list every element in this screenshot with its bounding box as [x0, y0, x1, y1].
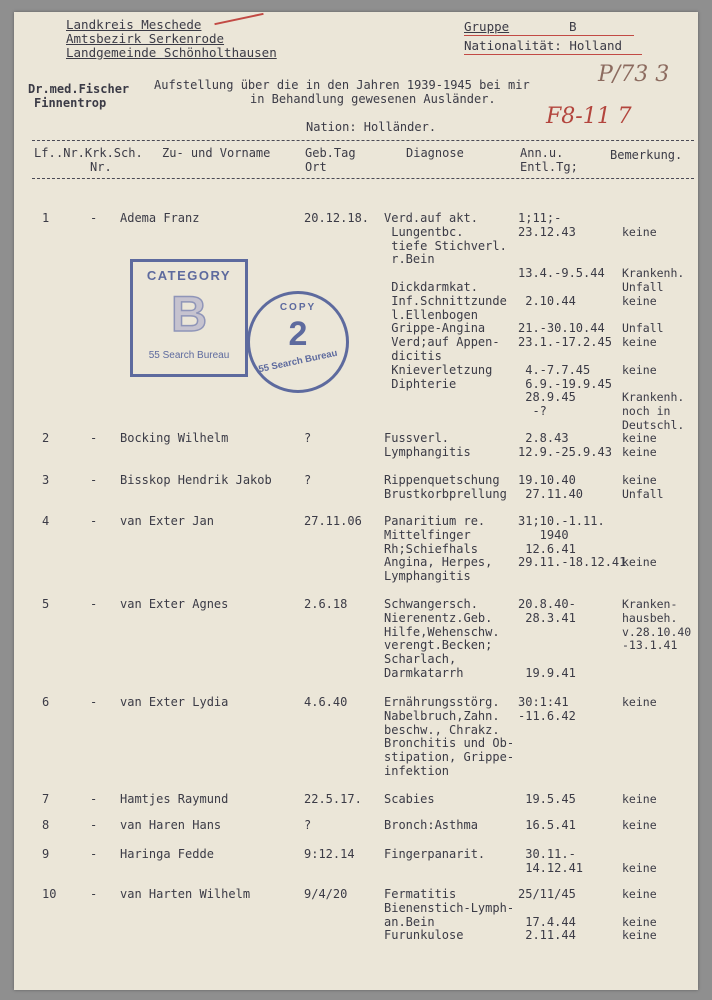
row-8-name: van Haren Hans: [120, 818, 222, 832]
row-3-lf: 3: [42, 473, 50, 487]
col-diagnose: Diagnose: [406, 146, 464, 160]
row-5-geb: 2.6.18: [304, 597, 348, 611]
row-3-name: Bisskop Hendrik Jakob: [120, 473, 272, 487]
row-9-bem: keine: [622, 860, 657, 875]
row-4-bem: keine: [622, 555, 657, 570]
row-2-diag: Fussverl. Lymphangitis: [384, 431, 471, 459]
category-stamp-letter: B: [170, 286, 208, 342]
row-10-dash: -: [90, 887, 98, 901]
row-6-geb: 4.6.40: [304, 695, 348, 709]
col-ort: Ort: [305, 160, 327, 174]
row-9-geb: 9:12.14: [304, 847, 355, 861]
nation-line: Nation: Holländer.: [306, 120, 437, 134]
copy-stamp: [247, 291, 349, 393]
col-lf: Lf.: [34, 146, 56, 160]
row-2-ann: 2.8.43 12.9.-25.9.43: [518, 431, 612, 459]
row-1-geb: 20.12.18.: [304, 211, 370, 225]
row-6-lf: 6: [42, 695, 50, 709]
row-5-diag: Schwangersch. Nierenentz.Geb. Hilfe,Wehenschw. verengt.Becken; Scharlach, Darmkatarrh: [384, 597, 500, 680]
col-name: Zu- und Vorname: [162, 146, 271, 160]
row-1-ann: 1;11;- 23.12.43 13.4.-9.5.44 2.10.44 21.-30.10.44 23.1.-17.2.45 4.-7.7.45 6.9.-19.9.45 28.9.45 -?: [518, 211, 612, 419]
row-4-diag: Panaritium re. Mittelfinger Rh;Schiefhals Angina, Herpes, Lymphangitis: [384, 514, 493, 584]
row-9-lf: 9: [42, 847, 50, 861]
row-8-dash: -: [90, 818, 98, 832]
row-8-diag: Bronch:Asthma: [384, 818, 478, 832]
row-10-ann: 25/11/45 17.4.44 2.11.44: [518, 887, 576, 943]
col-ann: Ann.u.: [520, 146, 564, 160]
red-underline-2: [464, 54, 642, 55]
row-10-name: van Harten Wilhelm: [120, 887, 251, 901]
row-4-ann: 31;10.-1.11. 1940 12.6.41 29.11.-18.12.41: [518, 514, 627, 570]
row-7-name: Hamtjes Raymund: [120, 792, 229, 806]
row-4-geb: 27.11.06: [304, 514, 362, 528]
row-10-lf: 10: [42, 887, 57, 901]
doctor-name: Dr.med.Fischer: [28, 82, 130, 96]
row-8-bem: keine: [622, 818, 657, 832]
row-9-name: Haringa Fedde: [120, 847, 214, 861]
red-mark: [214, 13, 263, 25]
row-7-ann: 19.5.45: [518, 792, 576, 806]
row-6-bem: keine: [622, 695, 657, 709]
row-1-diag: Verd.auf akt. Lungentbc. tiefe Stichverl. r.Bein Dickdarmkat. Inf.Schnittzunde l.Ellenbogen Grippe-Angina Verd;auf Appen- dicitis Knieverletzung Diphterie: [384, 211, 507, 391]
row-10-bem: keine keine keine: [622, 887, 657, 943]
row-3-geb: ?: [304, 473, 312, 487]
row-2-lf: 2: [42, 431, 50, 445]
row-6-dash: -: [90, 695, 98, 709]
row-7-diag: Scabies: [384, 792, 435, 806]
row-3-bem: keine Unfall: [622, 473, 664, 501]
row-9-dash: -: [90, 847, 98, 861]
header-rule-top: [32, 140, 694, 141]
row-8-ann: 16.5.41: [518, 818, 576, 832]
row-4-dash: -: [90, 514, 98, 528]
col-nr: .Nr.Krk.Sch.: [56, 146, 143, 160]
row-5-bem: Kranken- hausbeh. v.28.10.40 -13.1.41: [622, 597, 692, 653]
doctor-city: Finnentrop: [34, 96, 107, 110]
row-9-diag: Fingerpanarit.: [384, 847, 486, 861]
document-page: [14, 12, 698, 990]
row-6-name: van Exter Lydia: [120, 695, 229, 709]
title-line-1: Aufstellung über die in den Jahren 1939-1945 bei mir: [154, 78, 530, 92]
row-4-lf: 4: [42, 514, 50, 528]
category-stamp-label: CATEGORY: [146, 268, 232, 283]
row-7-lf: 7: [42, 792, 50, 806]
row-1-lf: 1: [42, 211, 50, 225]
row-5-dash: -: [90, 597, 98, 611]
col-entl: Entl.Tg;: [520, 160, 578, 174]
header-amtsbezirk: Amtsbezirk Serkenrode: [66, 31, 225, 46]
copy-stamp-bureau: 55 Search Bureau: [257, 347, 339, 376]
row-3-dash: -: [90, 473, 98, 487]
header-landkreis: Landkreis Meschede: [66, 17, 202, 32]
red-underline: [464, 35, 634, 36]
header-landgemeinde: Landgemeinde Schönholthausen: [66, 45, 277, 60]
row-1-dash: -: [90, 211, 98, 225]
row-7-bem: keine: [622, 792, 657, 806]
nationalitaet: Nationalität: Holland: [464, 38, 623, 53]
row-2-name: Bocking Wilhelm: [120, 431, 229, 445]
row-3-diag: Rippenquetschung Brustkorbprellung: [384, 473, 507, 501]
row-7-geb: 22.5.17.: [304, 792, 362, 806]
row-10-diag: Fermatitis Bienenstich-Lymph- an.Bein Furunkulose: [384, 887, 515, 943]
row-3-ann: 19.10.40 27.11.40: [518, 473, 584, 501]
row-1-name: Adema Franz: [120, 211, 200, 225]
row-5-name: van Exter Agnes: [120, 597, 229, 611]
row-5-ann: 20.8.40- 28.3.41 19.9.41: [518, 597, 576, 680]
row-6-diag: Ernährungsstörg. Nabelbruch,Zahn. beschw., Chrakz. Bronchitis und Ob- stipation, Grippe- infektion: [384, 695, 515, 778]
gruppe-value: B: [569, 19, 577, 34]
category-stamp-bureau: 55 Search Bureau: [148, 350, 230, 361]
row-8-geb: ?: [304, 818, 312, 832]
category-stamp: [130, 259, 248, 377]
copy-stamp-label: COPY: [279, 302, 317, 313]
col-nr-2: Nr.: [90, 160, 112, 174]
gruppe-label: Gruppe: [464, 19, 510, 34]
row-7-dash: -: [90, 792, 98, 806]
row-8-lf: 8: [42, 818, 50, 832]
row-4-name: van Exter Jan: [120, 514, 214, 528]
row-2-dash: -: [90, 431, 98, 445]
title-line-2: in Behandlung gewesenen Ausländer.: [250, 92, 496, 106]
col-bemerkung: Bemerkung.: [610, 148, 683, 162]
row-2-geb: ?: [304, 431, 312, 445]
row-10-geb: 9/4/20: [304, 887, 348, 901]
handwritten-note-2: F8-11 7: [546, 104, 632, 129]
header-rule-bottom: [32, 178, 694, 179]
row-1-bem: keine Krankenh. Unfall keine Unfall keine keine Krankenh. noch in Deutschl.: [622, 224, 685, 432]
row-6-ann: 30:1:41 -11.6.42: [518, 695, 576, 723]
row-9-ann: 30.11.- 14.12.41: [525, 847, 584, 875]
row-2-bem: keine keine: [622, 431, 657, 459]
row-5-lf: 5: [42, 597, 50, 611]
col-geb: Geb.Tag: [305, 146, 356, 160]
copy-stamp-number: 2: [288, 315, 308, 353]
handwritten-note-1: P/73 3: [598, 62, 670, 87]
